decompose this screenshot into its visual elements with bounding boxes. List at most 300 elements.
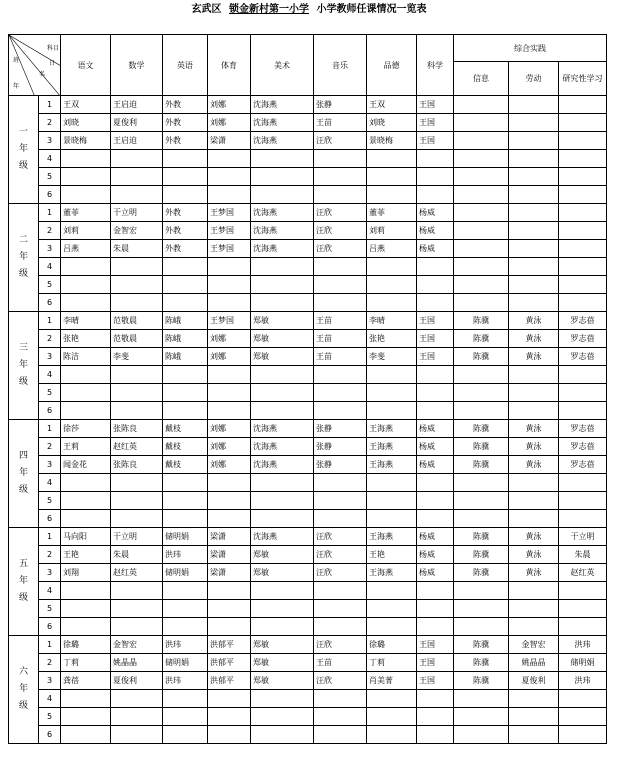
- class-number: 1: [39, 204, 61, 222]
- teacher-cell: 杨威: [417, 240, 454, 258]
- class-number: 1: [39, 420, 61, 438]
- grade-label-char: 年: [18, 468, 28, 478]
- teacher-cell: [367, 186, 417, 204]
- teacher-cell: [111, 276, 163, 294]
- title-suffix: 小学教师任课情况一览表: [316, 4, 427, 15]
- teacher-cell: 罗志蓓: [559, 330, 607, 348]
- teacher-cell: [208, 690, 251, 708]
- header-subject: 语文: [61, 35, 111, 96]
- grade-label-char: 年: [18, 144, 28, 154]
- class-number: 2: [39, 222, 61, 240]
- teacher-cell: [509, 150, 559, 168]
- teacher-cell: 汪欣: [314, 672, 367, 690]
- teacher-cell: [314, 708, 367, 726]
- grade-label-char: 级: [18, 269, 28, 279]
- teacher-cell: [559, 582, 607, 600]
- teacher-cell: [111, 690, 163, 708]
- teacher-cell: [454, 366, 509, 384]
- teacher-cell: [251, 510, 314, 528]
- teacher-cell: [509, 366, 559, 384]
- teacher-cell: 王国: [417, 330, 454, 348]
- teacher-cell: 罗志蓓: [559, 438, 607, 456]
- table-row: [9, 438, 607, 456]
- teacher-cell: [509, 114, 559, 132]
- teacher-cell: 王国: [417, 654, 454, 672]
- teacher-cell: 王海燕: [367, 456, 417, 474]
- teacher-cell: [163, 690, 208, 708]
- teacher-cell: 李晴: [61, 312, 111, 330]
- teacher-cell: [559, 258, 607, 276]
- teacher-cell: 赵红英: [111, 564, 163, 582]
- teacher-cell: 罗志蓓: [559, 312, 607, 330]
- teacher-cell: 王梦国: [208, 240, 251, 258]
- teacher-cell: [417, 618, 454, 636]
- table-row: [9, 582, 607, 600]
- teacher-cell: [559, 726, 607, 744]
- teacher-cell: [111, 600, 163, 618]
- teacher-cell: [111, 186, 163, 204]
- teacher-cell: 杨威: [417, 546, 454, 564]
- diag-label-class: 班: [13, 57, 20, 64]
- teacher-cell: [251, 402, 314, 420]
- header-subject: 体育: [208, 35, 251, 96]
- diag-label-name: 名: [39, 71, 46, 78]
- class-number: 4: [39, 474, 61, 492]
- teacher-cell: 汪欣: [314, 204, 367, 222]
- table-row: [9, 636, 607, 654]
- class-number: 3: [39, 132, 61, 150]
- grade-label-char: 六: [18, 667, 28, 677]
- teacher-cell: [111, 474, 163, 492]
- grade-label: [9, 204, 39, 312]
- teacher-cell: [314, 600, 367, 618]
- teacher-cell: 王国: [417, 348, 454, 366]
- teacher-cell: [251, 186, 314, 204]
- table-row: [9, 150, 607, 168]
- grade-label-char: 年: [18, 576, 28, 586]
- teacher-cell: [163, 618, 208, 636]
- teacher-cell: [417, 276, 454, 294]
- grade-label-char: 年: [18, 360, 28, 370]
- teacher-cell: 徐璐: [61, 636, 111, 654]
- class-number: 5: [39, 276, 61, 294]
- header-row-1: [9, 35, 607, 62]
- teacher-cell: [251, 150, 314, 168]
- teacher-cell: [417, 708, 454, 726]
- teacher-cell: [454, 510, 509, 528]
- grade-label-char: 级: [18, 485, 28, 495]
- teacher-cell: [559, 384, 607, 402]
- teacher-cell: 沈海燕: [251, 114, 314, 132]
- teacher-cell: 沈海燕: [251, 132, 314, 150]
- diag-label-ri: 日: [49, 60, 56, 67]
- teacher-cell: [208, 726, 251, 744]
- teacher-cell: 王苗: [314, 330, 367, 348]
- teacher-cell: 陈骥: [454, 654, 509, 672]
- teacher-cell: [454, 690, 509, 708]
- teacher-cell: 朱晨: [111, 240, 163, 258]
- teacher-cell: [509, 726, 559, 744]
- header-subject: 英语: [163, 35, 208, 96]
- table-row: [9, 420, 607, 438]
- teacher-cell: 姚晶晶: [509, 654, 559, 672]
- table-row: [9, 114, 607, 132]
- teacher-cell: 王苗: [314, 654, 367, 672]
- teacher-cell: [367, 150, 417, 168]
- teacher-cell: [208, 186, 251, 204]
- teacher-cell: 梁潇: [208, 528, 251, 546]
- diag-label-grade: 年: [13, 83, 20, 90]
- teacher-cell: 郑敏: [251, 312, 314, 330]
- teacher-cell: 金智宏: [509, 636, 559, 654]
- teacher-cell: 王双: [61, 96, 111, 114]
- teacher-cell: [559, 240, 607, 258]
- teacher-cell: [509, 186, 559, 204]
- class-number: 1: [39, 636, 61, 654]
- teacher-cell: 王国: [417, 312, 454, 330]
- teacher-cell: 徐璐: [367, 636, 417, 654]
- teacher-cell: 郑敏: [251, 330, 314, 348]
- teacher-cell: [314, 384, 367, 402]
- class-number: 1: [39, 528, 61, 546]
- teacher-cell: 王国: [417, 132, 454, 150]
- teacher-cell: 刘娜: [208, 348, 251, 366]
- teacher-cell: 汪欣: [314, 546, 367, 564]
- teacher-cell: [314, 186, 367, 204]
- teacher-cell: [208, 582, 251, 600]
- teacher-cell: 沈海燕: [251, 96, 314, 114]
- teacher-cell: 杨威: [417, 222, 454, 240]
- teacher-cell: 吕燕: [61, 240, 111, 258]
- class-number: 3: [39, 456, 61, 474]
- teacher-cell: [559, 276, 607, 294]
- teacher-cell: 汪欣: [314, 222, 367, 240]
- grade-label-char: 五: [18, 559, 28, 569]
- teacher-cell: 王海燕: [367, 438, 417, 456]
- teacher-cell: 黄泳: [509, 528, 559, 546]
- grade-label: [9, 312, 39, 420]
- class-number: 5: [39, 708, 61, 726]
- teacher-cell: 黄泳: [509, 546, 559, 564]
- teacher-cell: 王国: [417, 96, 454, 114]
- grade-label-char: 级: [18, 161, 28, 171]
- teacher-cell: [208, 402, 251, 420]
- teacher-cell: 朱晨: [111, 546, 163, 564]
- teacher-cell: [208, 510, 251, 528]
- teacher-cell: [417, 168, 454, 186]
- teacher-cell: 外教: [163, 114, 208, 132]
- teacher-cell: [208, 258, 251, 276]
- teacher-cell: [454, 402, 509, 420]
- teacher-cell: [163, 384, 208, 402]
- header-subject: 科学: [417, 35, 454, 96]
- teacher-cell: [509, 474, 559, 492]
- teacher-cell: [61, 384, 111, 402]
- teacher-cell: 戴枝: [163, 438, 208, 456]
- teacher-cell: [314, 690, 367, 708]
- teacher-cell: 外教: [163, 222, 208, 240]
- table-row: [9, 330, 607, 348]
- teacher-cell: [367, 492, 417, 510]
- teacher-cell: [251, 294, 314, 312]
- teacher-cell: [509, 618, 559, 636]
- teacher-cell: 刘晓: [367, 114, 417, 132]
- teacher-cell: [367, 294, 417, 312]
- teacher-cell: [61, 618, 111, 636]
- teacher-cell: 洪玮: [559, 636, 607, 654]
- teacher-cell: [559, 600, 607, 618]
- teacher-cell: [61, 294, 111, 312]
- grade-label-char: 年: [18, 684, 28, 694]
- grade-label-char: 二: [18, 235, 28, 245]
- teacher-cell: 沈海燕: [251, 222, 314, 240]
- teacher-cell: [61, 582, 111, 600]
- teacher-cell: [509, 690, 559, 708]
- teacher-cell: [367, 384, 417, 402]
- teacher-cell: [61, 150, 111, 168]
- header-composite-sub: 劳动: [509, 62, 559, 96]
- teacher-cell: 外教: [163, 204, 208, 222]
- teacher-cell: [208, 150, 251, 168]
- teacher-cell: 刘娜: [208, 456, 251, 474]
- teacher-cell: [61, 402, 111, 420]
- table-row: [9, 546, 607, 564]
- table-row: [9, 528, 607, 546]
- teacher-cell: 王启迫: [111, 132, 163, 150]
- teacher-cell: [559, 132, 607, 150]
- teacher-cell: [208, 294, 251, 312]
- teacher-cell: 沈海燕: [251, 240, 314, 258]
- teacher-cell: [314, 726, 367, 744]
- teacher-cell: [454, 726, 509, 744]
- teacher-cell: 王苗: [314, 312, 367, 330]
- teacher-cell: [208, 366, 251, 384]
- teacher-cell: 王国: [417, 636, 454, 654]
- teacher-cell: [454, 474, 509, 492]
- table-row: [9, 186, 607, 204]
- header-composite-sub: 信息: [454, 62, 509, 96]
- class-number: 3: [39, 240, 61, 258]
- teacher-cell: 戴枝: [163, 456, 208, 474]
- title-school: 锁金新村第一小学: [229, 4, 309, 15]
- teacher-cell: 陈骥: [454, 420, 509, 438]
- class-number: 6: [39, 294, 61, 312]
- teacher-cell: [163, 150, 208, 168]
- teacher-cell: [111, 492, 163, 510]
- grade-label-char: 一: [18, 127, 28, 137]
- teacher-cell: [454, 492, 509, 510]
- teacher-cell: [314, 492, 367, 510]
- table-row: [9, 204, 607, 222]
- teacher-cell: 洪玮: [559, 672, 607, 690]
- teacher-cell: [454, 276, 509, 294]
- teacher-cell: 罗志蓓: [559, 348, 607, 366]
- teacher-cell: [454, 618, 509, 636]
- teacher-cell: 朱晨: [559, 546, 607, 564]
- teacher-cell: [454, 168, 509, 186]
- teacher-cell: [111, 294, 163, 312]
- teacher-cell: 景晓梅: [61, 132, 111, 150]
- teacher-cell: [314, 276, 367, 294]
- teacher-cell: 李斐: [367, 348, 417, 366]
- class-number: 3: [39, 564, 61, 582]
- teacher-cell: 徐莎: [61, 420, 111, 438]
- teacher-cell: 姚晶晶: [111, 654, 163, 672]
- diagonal-header-cell: [9, 35, 61, 96]
- teacher-cell: [163, 168, 208, 186]
- teacher-cell: [163, 402, 208, 420]
- header-subject: 品德: [367, 35, 417, 96]
- teacher-cell: [61, 186, 111, 204]
- header-composite: 综合实践: [454, 35, 607, 62]
- teacher-cell: 沈海燕: [251, 420, 314, 438]
- teacher-cell: 王启迫: [111, 96, 163, 114]
- teacher-cell: [251, 168, 314, 186]
- teacher-cell: 陈骥: [454, 348, 509, 366]
- teacher-cell: 汪欣: [314, 132, 367, 150]
- teacher-cell: 刘娜: [208, 330, 251, 348]
- grade-label-char: 年: [18, 252, 28, 262]
- teacher-cell: 郑敏: [251, 654, 314, 672]
- class-number: 4: [39, 366, 61, 384]
- teacher-cell: [454, 96, 509, 114]
- teacher-cell: 洪郁平: [208, 654, 251, 672]
- teacher-cell: 郑敏: [251, 564, 314, 582]
- teacher-cell: [367, 690, 417, 708]
- page-title: [0, 0, 618, 20]
- teacher-cell: 王苗: [314, 348, 367, 366]
- teacher-cell: [314, 294, 367, 312]
- teacher-cell: [314, 510, 367, 528]
- teacher-cell: 丁莉: [367, 654, 417, 672]
- teacher-cell: 王国: [417, 672, 454, 690]
- teacher-cell: [509, 402, 559, 420]
- table-row: [9, 132, 607, 150]
- table-row: [9, 708, 607, 726]
- teacher-cell: [314, 168, 367, 186]
- teacher-cell: [559, 708, 607, 726]
- teacher-cell: 陈骥: [454, 456, 509, 474]
- teacher-cell: 陈骥: [454, 636, 509, 654]
- header-composite-sub: 研究性学习: [559, 62, 607, 96]
- teacher-cell: 王国: [417, 114, 454, 132]
- teacher-cell: [454, 258, 509, 276]
- teacher-cell: [417, 150, 454, 168]
- teacher-cell: 陈峨: [163, 330, 208, 348]
- teacher-cell: 吕燕: [367, 240, 417, 258]
- class-number: 4: [39, 582, 61, 600]
- teacher-cell: 黄泳: [509, 564, 559, 582]
- teacher-cell: 陈峨: [163, 348, 208, 366]
- grade-label: [9, 420, 39, 528]
- teacher-cell: [111, 726, 163, 744]
- class-number: 2: [39, 114, 61, 132]
- teacher-cell: 杨威: [417, 204, 454, 222]
- teacher-cell: [559, 96, 607, 114]
- teacher-assignment-table: [8, 34, 607, 744]
- class-number: 4: [39, 258, 61, 276]
- teacher-cell: [208, 492, 251, 510]
- teacher-cell: [367, 402, 417, 420]
- teacher-cell: 汪欣: [314, 564, 367, 582]
- teacher-cell: 沈海燕: [251, 438, 314, 456]
- teacher-cell: 赵红英: [111, 438, 163, 456]
- grade-label-char: 级: [18, 701, 28, 711]
- class-number: 3: [39, 348, 61, 366]
- teacher-cell: [509, 276, 559, 294]
- teacher-cell: [367, 582, 417, 600]
- teacher-cell: [509, 492, 559, 510]
- table-row: [9, 492, 607, 510]
- teacher-cell: [509, 132, 559, 150]
- table-row: [9, 96, 607, 114]
- teacher-cell: [454, 240, 509, 258]
- teacher-cell: [251, 726, 314, 744]
- class-number: 1: [39, 96, 61, 114]
- teacher-cell: [559, 474, 607, 492]
- teacher-cell: [417, 600, 454, 618]
- teacher-cell: 闻金花: [61, 456, 111, 474]
- teacher-cell: 黄泳: [509, 312, 559, 330]
- grade-label-char: 四: [18, 451, 28, 461]
- teacher-cell: [509, 240, 559, 258]
- teacher-cell: [314, 474, 367, 492]
- teacher-cell: [417, 582, 454, 600]
- table-row: [9, 618, 607, 636]
- teacher-cell: [509, 258, 559, 276]
- teacher-cell: [559, 222, 607, 240]
- teacher-cell: [509, 384, 559, 402]
- teacher-cell: 洪玮: [163, 546, 208, 564]
- teacher-cell: 外教: [163, 96, 208, 114]
- teacher-cell: 储明娟: [163, 654, 208, 672]
- teacher-cell: 郑敏: [251, 348, 314, 366]
- teacher-cell: [417, 474, 454, 492]
- teacher-cell: 黄泳: [509, 420, 559, 438]
- teacher-cell: 张陈良: [111, 420, 163, 438]
- teacher-cell: [163, 726, 208, 744]
- teacher-cell: 储明娟: [559, 654, 607, 672]
- teacher-cell: [111, 150, 163, 168]
- teacher-cell: 洪郁平: [208, 672, 251, 690]
- table-row: [9, 294, 607, 312]
- teacher-cell: [163, 294, 208, 312]
- teacher-cell: [251, 600, 314, 618]
- teacher-cell: 刘晓: [61, 114, 111, 132]
- grade-label: [9, 96, 39, 204]
- table-row: [9, 564, 607, 582]
- teacher-cell: 外教: [163, 132, 208, 150]
- teacher-cell: [251, 492, 314, 510]
- teacher-cell: [367, 618, 417, 636]
- teacher-cell: [111, 510, 163, 528]
- teacher-cell: [111, 402, 163, 420]
- teacher-cell: [454, 384, 509, 402]
- header-subject: 数学: [111, 35, 163, 96]
- teacher-cell: [163, 258, 208, 276]
- teacher-cell: 郑敏: [251, 546, 314, 564]
- teacher-cell: 刘娜: [208, 114, 251, 132]
- class-number: 6: [39, 186, 61, 204]
- teacher-cell: 王梦国: [208, 204, 251, 222]
- class-number: 3: [39, 672, 61, 690]
- title-district: 玄武区: [191, 4, 222, 15]
- table-row: [9, 276, 607, 294]
- teacher-cell: 张艳: [61, 330, 111, 348]
- table-row: [9, 510, 607, 528]
- teacher-cell: [111, 366, 163, 384]
- teacher-cell: [454, 150, 509, 168]
